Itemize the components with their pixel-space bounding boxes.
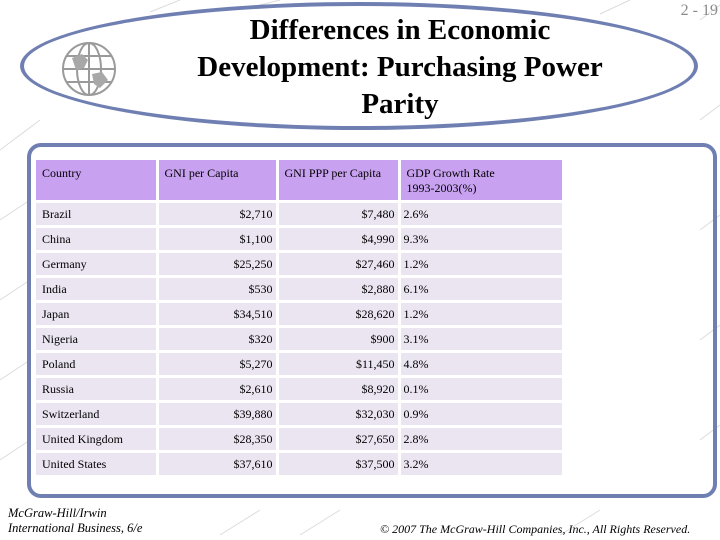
- gni-cell: $2,610: [157, 377, 277, 402]
- globe-icon: [58, 38, 120, 100]
- gdp-growth-cell: 2.6%: [399, 202, 562, 227]
- header-gdp-growth-rate: GDP Growth Rate 1993-2003(%): [399, 160, 562, 202]
- header-gni-per-capita: GNI per Capita: [157, 160, 277, 202]
- gdp-growth-cell: 0.1%: [399, 377, 562, 402]
- country-cell: Switzerland: [36, 402, 157, 427]
- gni-cell: $5,270: [157, 352, 277, 377]
- gni-cell: $320: [157, 327, 277, 352]
- gni-ppp-cell: $37,500: [277, 452, 399, 476]
- country-cell: Nigeria: [36, 327, 157, 352]
- country-cell: United States: [36, 452, 157, 476]
- gdp-growth-cell: 9.3%: [399, 227, 562, 252]
- gni-ppp-cell: $11,450: [277, 352, 399, 377]
- table-row: [36, 327, 562, 352]
- gdp-growth-cell: 3.2%: [399, 452, 562, 476]
- table-header-row: [36, 160, 562, 202]
- gni-ppp-cell: $8,920: [277, 377, 399, 402]
- gni-cell: $28,350: [157, 427, 277, 452]
- gni-ppp-cell: $900: [277, 327, 399, 352]
- table-row: [36, 352, 562, 377]
- gni-ppp-cell: $4,990: [277, 227, 399, 252]
- gni-cell: $530: [157, 277, 277, 302]
- publisher-credit: McGraw-Hill/Irwin International Business, 6/e: [8, 506, 143, 535]
- country-cell: Germany: [36, 252, 157, 277]
- gdp-growth-cell: 1.2%: [399, 302, 562, 327]
- table-row: [36, 452, 562, 476]
- header-gni-ppp-per-capita: GNI PPP per Capita: [277, 160, 399, 202]
- gni-ppp-cell: $28,620: [277, 302, 399, 327]
- country-cell: India: [36, 277, 157, 302]
- gni-cell: $2,710: [157, 202, 277, 227]
- gni-ppp-cell: $27,650: [277, 427, 399, 452]
- gni-cell: $37,610: [157, 452, 277, 476]
- gni-ppp-cell: $2,880: [277, 277, 399, 302]
- country-cell: Poland: [36, 352, 157, 377]
- copyright-notice: © 2007 The McGraw-Hill Companies, Inc., All Rights Reserved.: [380, 522, 691, 536]
- table-row: [36, 302, 562, 327]
- table-row: [36, 227, 562, 252]
- gdp-growth-cell: 2.8%: [399, 427, 562, 452]
- gdp-growth-cell: 6.1%: [399, 277, 562, 302]
- gni-cell: $25,250: [157, 252, 277, 277]
- gni-cell: $1,100: [157, 227, 277, 252]
- gni-ppp-cell: $27,460: [277, 252, 399, 277]
- gni-ppp-cell: $32,030: [277, 402, 399, 427]
- gdp-growth-cell: 4.8%: [399, 352, 562, 377]
- table-row: [36, 252, 562, 277]
- slide-number: 2 - 19: [680, 2, 718, 19]
- header-country: Country: [36, 160, 157, 202]
- gdp-growth-cell: 3.1%: [399, 327, 562, 352]
- country-cell: Russia: [36, 377, 157, 402]
- data-table: [36, 160, 562, 475]
- country-cell: Brazil: [36, 202, 157, 227]
- country-cell: Japan: [36, 302, 157, 327]
- table-row: [36, 377, 562, 402]
- gni-cell: $34,510: [157, 302, 277, 327]
- table-row: [36, 202, 562, 227]
- table-row: [36, 427, 562, 452]
- gni-ppp-cell: $7,480: [277, 202, 399, 227]
- gdp-growth-cell: 1.2%: [399, 252, 562, 277]
- country-cell: China: [36, 227, 157, 252]
- slide-title: Differences in Economic Development: Purchasing Power Parity: [197, 14, 603, 120]
- table-row: [36, 277, 562, 302]
- gni-cell: $39,880: [157, 402, 277, 427]
- gdp-growth-cell: 0.9%: [399, 402, 562, 427]
- country-cell: United Kingdom: [36, 427, 157, 452]
- table-row: [36, 402, 562, 427]
